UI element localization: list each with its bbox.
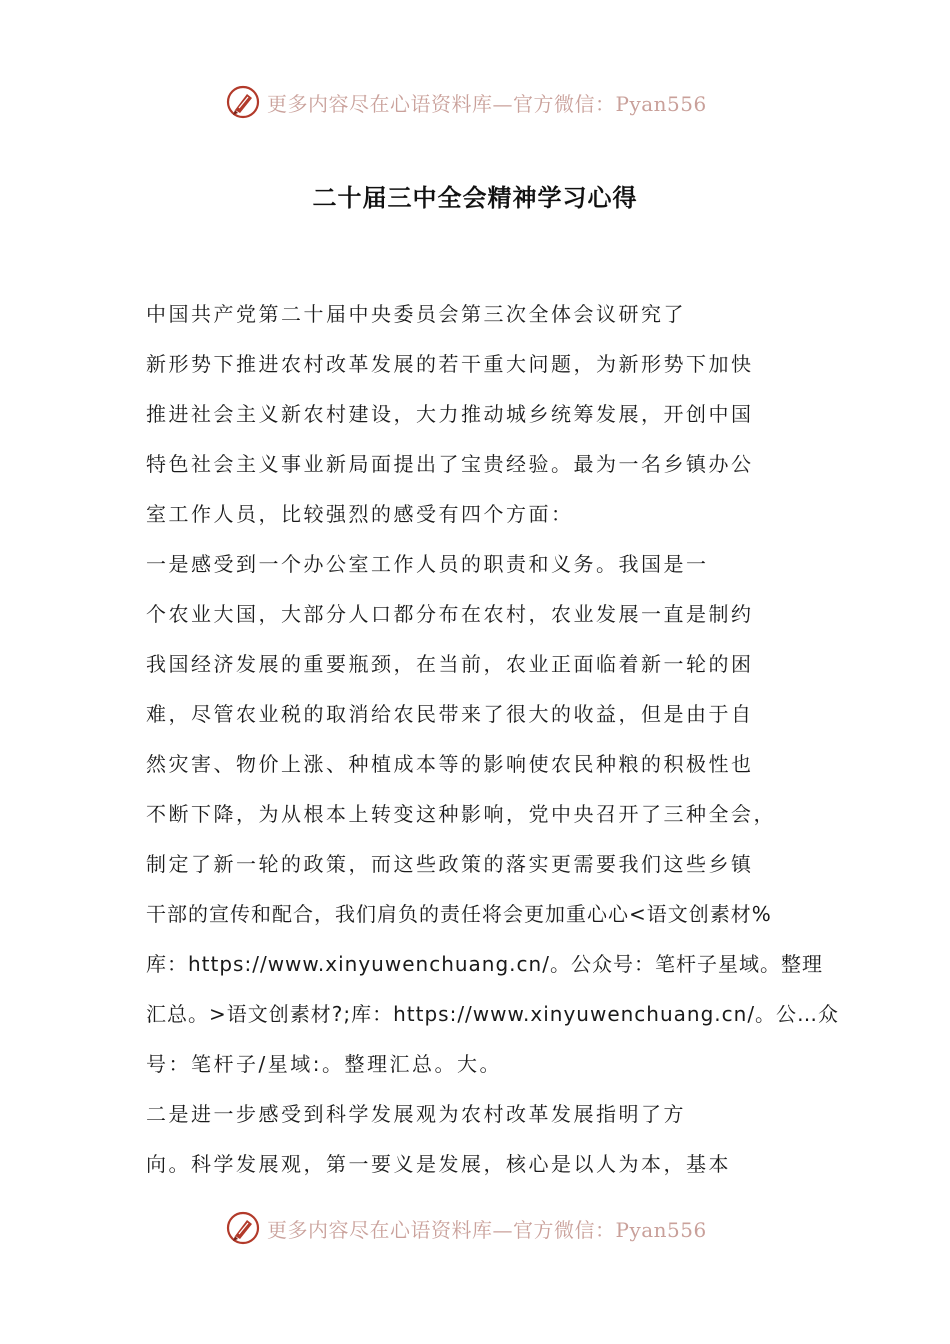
footer-watermark-text: 更多内容尽在心语资料库—官方微信：Pyan556: [267, 1217, 707, 1242]
paragraph-line: 特色社会主义事业新局面提出了宝贵经验。最为一名乡镇办公: [146, 452, 754, 476]
paragraph-line: 不断下降，为从根本上转变这种影响，党中央召开了三种全会，: [146, 802, 776, 826]
paragraph-line: 我国经济发展的重要瓶颈，在当前，农业正面临着新一轮的困: [146, 652, 754, 676]
paragraph-line: 二是进一步感受到科学发展观为农村改革发展指明了方: [146, 1102, 686, 1126]
header-watermark-banner: [225, 82, 707, 122]
paragraph-line: 难，尽管农业税的取消给农民带来了很大的收益，但是由于自: [146, 702, 754, 726]
paragraph-line: 号：笔杆子/星域:。整理汇总。大。: [146, 1052, 502, 1076]
pen-nib-logo-icon: [225, 1210, 261, 1246]
paragraph-line: 新形势下推进农村改革发展的若干重大问题，为新形势下加快: [146, 352, 754, 376]
footer-watermark-banner: [225, 1208, 707, 1248]
pen-nib-logo-icon: [225, 84, 261, 120]
paragraph-line: 干部的宣传和配合，我们肩负的责任将会更加重心心<语文创素材%: [146, 902, 772, 926]
paragraph-line: 个农业大国，大部分人口都分布在农村，农业发展一直是制约: [146, 602, 754, 626]
paragraph-line: 然灾害、物价上涨、种植成本等的影响使农民种粮的积极性也: [146, 752, 754, 776]
paragraph-line: 汇总。>语文创素材?;库：https://www.xinyuwenchuang.cn/。公…众: [146, 1002, 840, 1026]
paragraph-line: 室工作人员，比较强烈的感受有四个方面：: [146, 502, 574, 526]
paragraph-line: 制定了新一轮的政策，而这些政策的落实更需要我们这些乡镇: [146, 852, 754, 876]
document-body: [146, 296, 840, 1196]
paragraph-line: 一是感受到一个办公室工作人员的职责和义务。我国是一: [146, 552, 709, 576]
paragraph-line: 中国共产党第二十届中央委员会第三次全体会议研究了: [146, 302, 686, 326]
paragraph-line: 向。科学发展观，第一要义是发展，核心是以人为本，基本: [146, 1152, 731, 1176]
paragraph-line: 推进社会主义新农村建设，大力推动城乡统筹发展，开创中国: [146, 402, 754, 426]
paragraph-line: 库：https://www.xinyuwenchuang.cn/。公众号：笔杆子星域。整理: [146, 952, 823, 976]
document-title: 二十届三中全会精神学习心得: [312, 184, 638, 212]
header-watermark-text: 更多内容尽在心语资料库—官方微信：Pyan556: [267, 91, 707, 116]
